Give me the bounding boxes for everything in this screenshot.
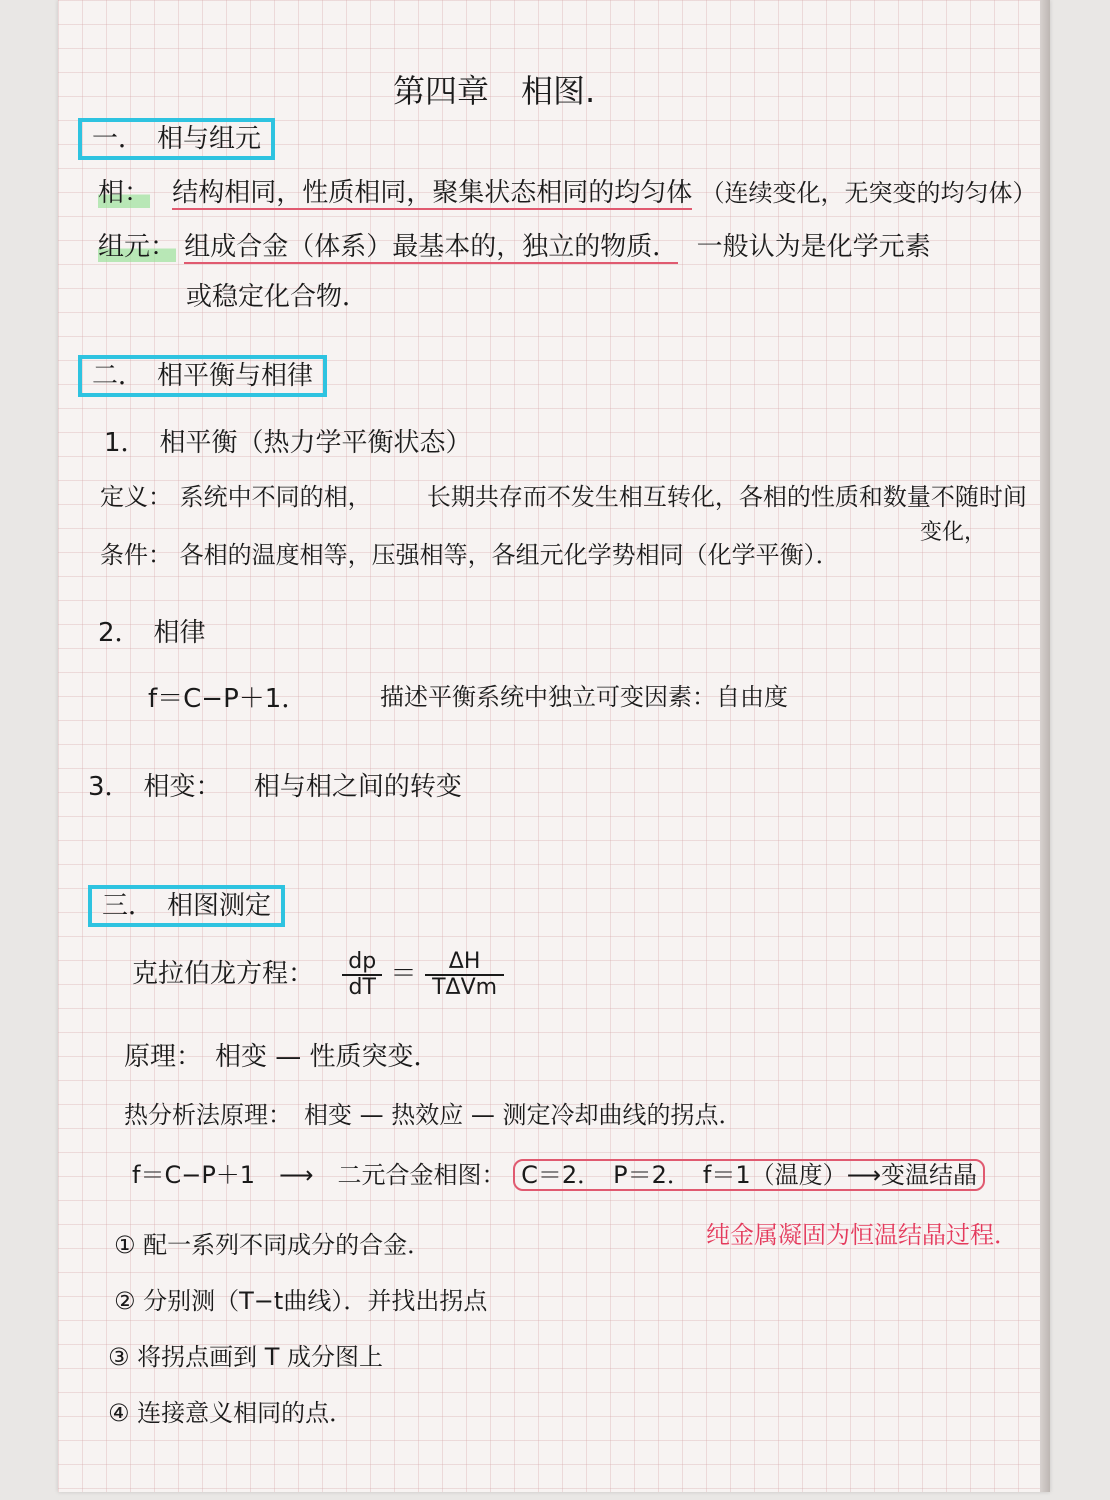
component-definition: 组成合金（体系）最基本的，独立的物质． xyxy=(184,232,679,262)
phase-rule-note: 描述平衡系统中独立可变因素：自由度 xyxy=(380,683,788,711)
fraction-tdvm: TΔVm xyxy=(432,974,498,1000)
condition-text: 各相的温度相等，压强相等，各组元化学势相同（化学平衡）． xyxy=(179,541,840,569)
item-phase-transition xyxy=(88,772,462,802)
principle-line: 原理： 相变 — 性质突变． xyxy=(124,1042,440,1072)
component-definition-continued: 或稳定化合物． xyxy=(186,282,369,312)
binary-conditions-box: C＝2． P＝2． f＝1（温度）⟶变温结晶 xyxy=(513,1159,985,1191)
definition-line xyxy=(100,482,1027,512)
chapter-title: 第四章 相图. xyxy=(393,72,596,110)
phase-label: 相： xyxy=(98,178,151,208)
binary-phase-rule: f＝C−P＋1 ⟶ 二元合金相图： xyxy=(132,1161,506,1189)
clapeyron-label: 克拉伯龙方程： xyxy=(132,959,315,989)
definition-part-a: 系统中不同的相， xyxy=(179,483,372,511)
definition-label: 定义： xyxy=(100,483,172,511)
page-edge xyxy=(1040,0,1050,1492)
definition-part-c: 变化， xyxy=(920,520,987,545)
section-2-heading: 二． 相平衡与相律 xyxy=(78,355,327,397)
section-3-heading: 三． 相图测定 xyxy=(88,885,285,927)
section-1-heading: 一． 相与组元 xyxy=(78,118,275,160)
thermal-analysis-line: 热分析法原理： 相变 — 热效应 — 测定冷却曲线的拐点． xyxy=(124,1101,743,1129)
fraction-dp-dt xyxy=(342,950,382,1000)
step-2: ② 分别测（T−t曲线）．并找出拐点 xyxy=(114,1287,488,1315)
pure-metal-note: 纯金属凝固为恒温结晶过程． xyxy=(706,1221,1018,1249)
definition-part-b: 长期共存而不发生相互转化，各相的性质和数量不随时间 xyxy=(426,483,1027,511)
phase-note: （连续变化，无突变的均匀体） xyxy=(700,179,1037,207)
step-3: ③ 将拐点画到 T 成分图上 xyxy=(108,1343,384,1371)
notebook-page xyxy=(58,0,1050,1492)
fraction-dp: dp xyxy=(342,950,382,976)
phase-transition-label: 3． 相变： xyxy=(88,772,222,802)
phase-definition-line xyxy=(98,178,1037,208)
component-definition-line xyxy=(98,232,931,262)
step-1: ① 配一系列不同成分的合金． xyxy=(114,1231,432,1259)
item-phase-equilibrium: 1． 相平衡（热力学平衡状态） xyxy=(104,428,472,458)
phase-transition-definition: 相与相之间的转变 xyxy=(253,772,462,802)
binary-phase-rule-line xyxy=(132,1160,985,1190)
fraction-dh: ΔH xyxy=(425,950,505,976)
phase-rule-formula: f＝C−P＋1． xyxy=(148,684,308,714)
condition-label: 条件： xyxy=(100,541,172,569)
clapeyron-equation xyxy=(132,946,504,1002)
condition-line xyxy=(100,540,840,570)
equals-sign: ＝ xyxy=(390,959,417,989)
phase-definition: 结构相同，性质相同，聚集状态相同的均匀体 xyxy=(172,178,693,208)
item-phase-rule: 2． 相律 xyxy=(98,618,206,648)
component-note: 一般认为是化学元素 xyxy=(696,232,931,262)
fraction-dt: dT xyxy=(348,974,376,1000)
step-4: ④ 连接意义相同的点． xyxy=(108,1399,354,1427)
fraction-dh-tdvm xyxy=(425,950,505,1000)
component-label: 组元： xyxy=(98,232,177,262)
